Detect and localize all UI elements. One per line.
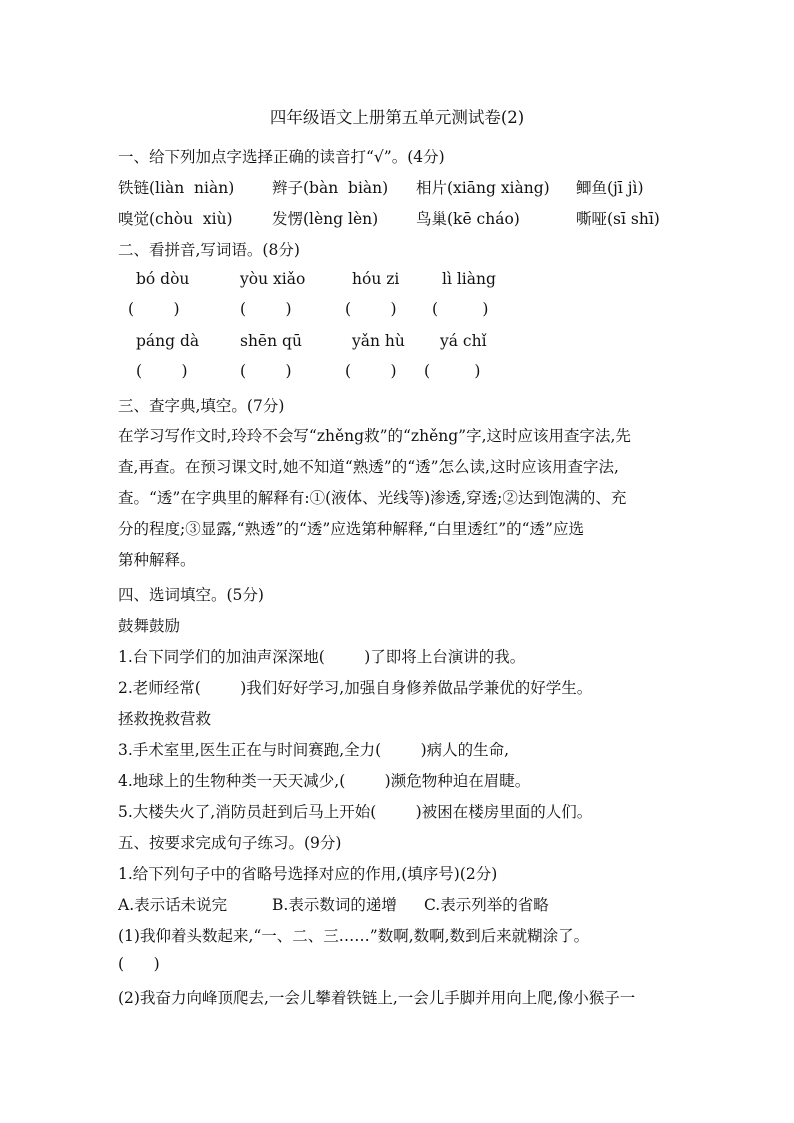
section5-heading: 五、按要求完成句子练习。(9分) xyxy=(118,834,342,852)
question-5: 5.大楼失火了,消防员赶到后马上开始( )被困在楼房里面的人们。 xyxy=(118,803,593,821)
section3-heading: 三、查字典,填空。(7分) xyxy=(118,397,285,415)
answer-blank[interactable]: ( ) xyxy=(424,362,481,380)
pronunciation-item: 发愣(lèng lèn) xyxy=(272,210,379,228)
word-group-2: 拯救挽救营救 xyxy=(118,710,212,728)
pronunciation-item: 嗅觉(chòu xiù) xyxy=(118,210,233,228)
pronunciation-item: 鲫鱼(jī jì) xyxy=(576,179,644,197)
question-3: 3.手术室里,医生正在与时间赛跑,全力( )病人的生命, xyxy=(118,741,510,759)
paragraph-line: 第种解释。 xyxy=(118,551,196,569)
pinyin-item: páng dà xyxy=(136,332,200,350)
option-a: A.表示话未说完 xyxy=(118,896,228,914)
pinyin-item: yǎn hù xyxy=(352,332,405,350)
option-c: C.表示列举的省略 xyxy=(424,896,549,914)
answer-blank[interactable]: ( ) xyxy=(118,955,160,973)
pinyin-item: yá chǐ xyxy=(440,332,487,350)
paragraph-line: 在学习写作文时,玲玲不会写“zhěng救”的“zhěng”字,这时应该用查字法,先 xyxy=(118,427,631,445)
question-2: 2.老师经常( )我们好好学习,加强自身修养做品学兼优的好学生。 xyxy=(118,679,593,697)
answer-blank[interactable]: ( ) xyxy=(432,300,489,318)
pronunciation-item: 辫子(bàn biàn) xyxy=(272,179,389,197)
pinyin-item: lì liàng xyxy=(442,270,496,288)
page-title: 四年级语文上册第五单元测试卷(2) xyxy=(269,108,525,127)
sentence-1: (1)我仰着头数起来,“一、二、三……”数啊,数啊,数到后来就糊涂了。 xyxy=(118,927,590,945)
sentence-2: (2)我奋力向峰顶爬去,一会儿攀着铁链上,一会儿手脚并用向上爬,像小猴子一 xyxy=(118,989,636,1007)
answer-blank[interactable]: ( ) xyxy=(345,300,397,318)
question-4: 4.地球上的生物种类一天天减少,( )濒危物种迫在眉睫。 xyxy=(118,772,531,790)
paragraph-line: 分的程度;③显露,“熟透”的“透”应选第种解释,“白里透红”的“透”应选 xyxy=(118,520,584,538)
section4-heading: 四、选词填空。(5分) xyxy=(118,586,264,604)
answer-blank[interactable]: ( ) xyxy=(240,362,292,380)
pronunciation-item: 嘶哑(sī shī) xyxy=(576,210,660,228)
pronunciation-item: 铁链(liàn niàn) xyxy=(118,179,235,197)
answer-blank[interactable]: ( ) xyxy=(128,300,180,318)
pronunciation-item: 鸟巢(kē cháo) xyxy=(416,210,520,228)
pinyin-item: shēn qū xyxy=(240,332,302,350)
sub-question-1: 1.给下列句子中的省略号选择对应的作用,(填序号)(2分) xyxy=(118,865,498,883)
paragraph-line: 查,再查。在预习课文时,她不知道“熟透”的“透”怎么读,这时应该用查字法, xyxy=(118,458,619,476)
option-b: B.表示数词的递增 xyxy=(272,896,397,914)
paragraph-line: 查。“透”在字典里的解释有:①(液体、光线等)渗透,穿透;②达到饱满的、充 xyxy=(118,489,627,507)
pronunciation-item: 相片(xiāng xiàng) xyxy=(416,179,550,197)
pinyin-item: bó dòu xyxy=(136,270,190,288)
answer-blank[interactable]: ( ) xyxy=(345,362,397,380)
section2-heading: 二、看拼音,写词语。(8分) xyxy=(118,241,300,259)
pinyin-item: yòu xiǎo xyxy=(240,270,306,288)
section1-heading: 一、给下列加点字选择正确的读音打“√”。(4分) xyxy=(118,148,445,166)
answer-blank[interactable]: ( ) xyxy=(240,300,292,318)
word-group-1: 鼓舞鼓励 xyxy=(118,617,181,635)
answer-blank[interactable]: ( ) xyxy=(136,362,188,380)
question-1: 1.台下同学们的加油声深深地( )了即将上台演讲的我。 xyxy=(118,648,526,666)
section3-paragraph xyxy=(118,421,678,576)
pinyin-item: hóu zi xyxy=(352,270,400,288)
